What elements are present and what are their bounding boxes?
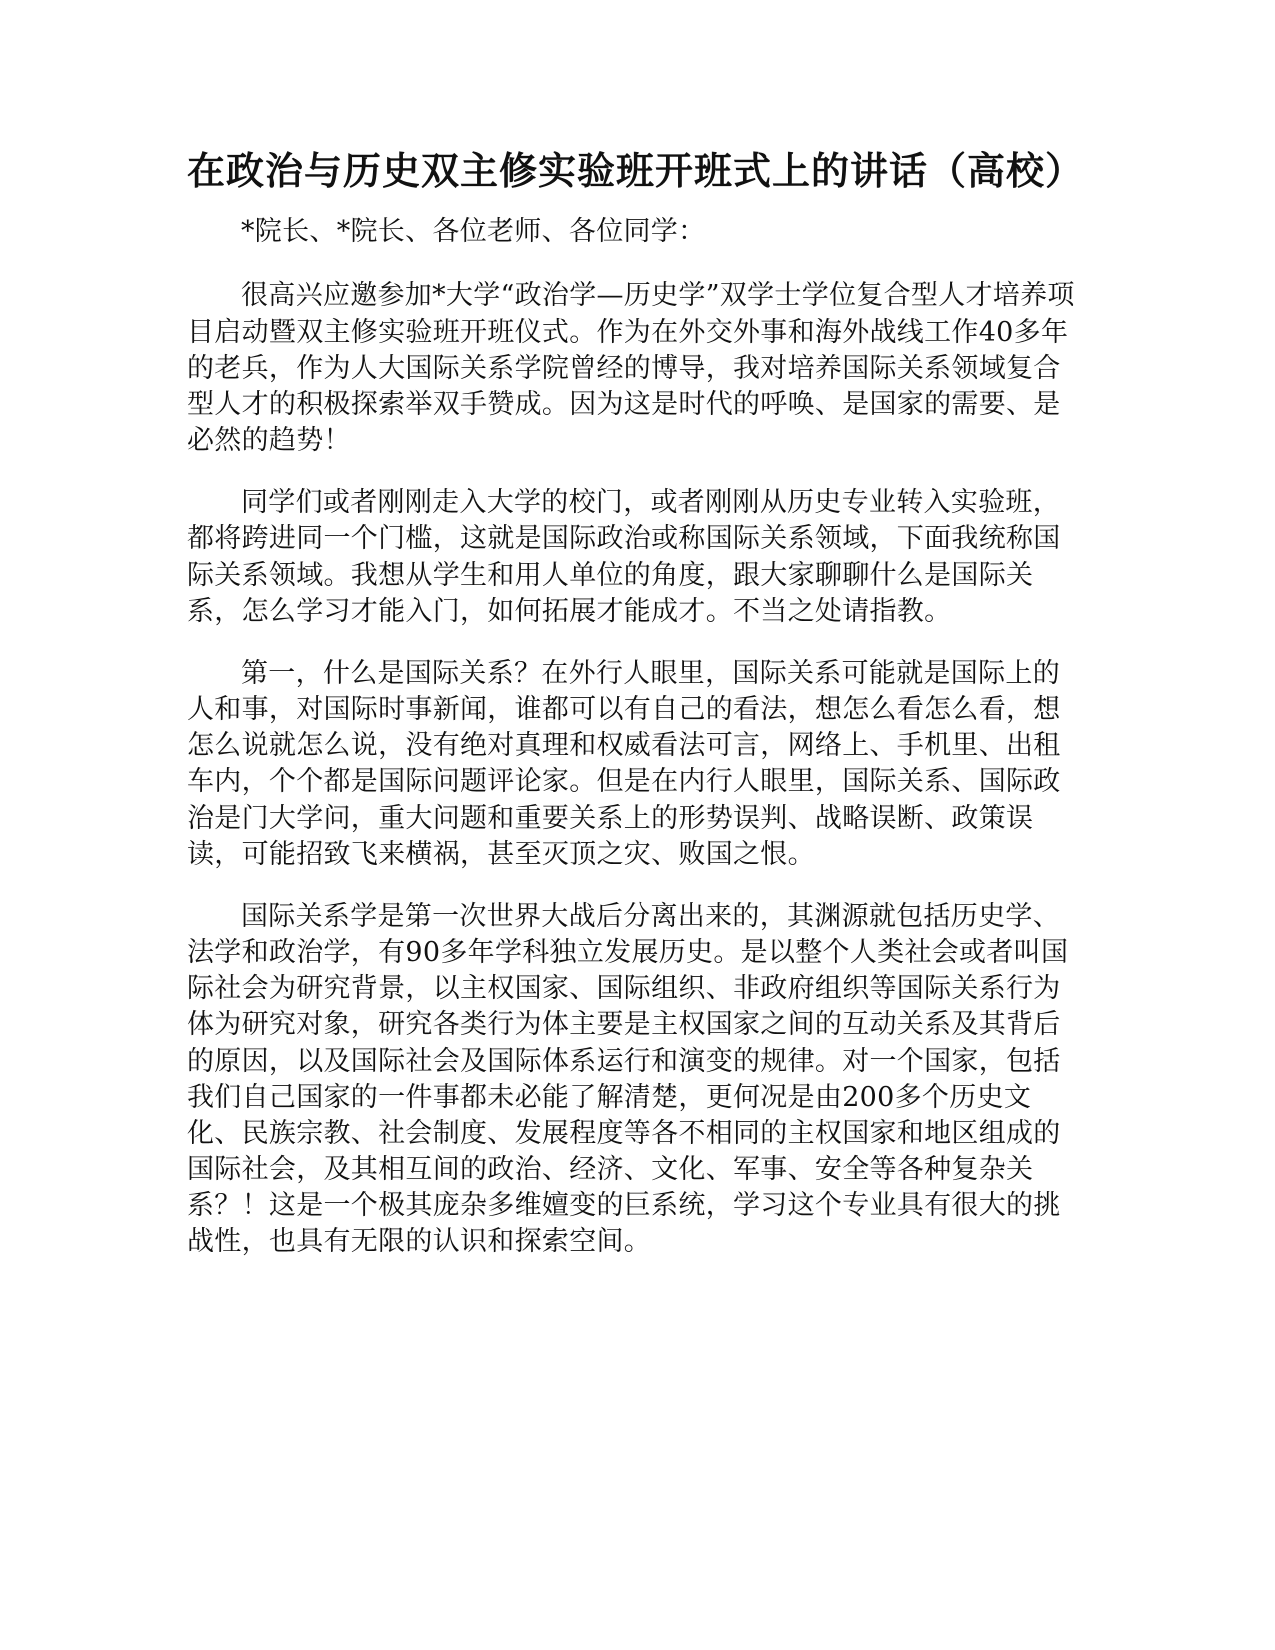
paragraph-2: 同学们或者刚刚走入大学的校门，或者刚刚从历史专业转入实验班，都将跨进同一个门槛，这就是国际政治或称国际关系领域，下面我统称国际关系领域。我想从学生和用人单位的角度，跟大家聊聊什么是国际关系，怎么学习才能入门，如何拓展才能成才。不当之处请指教。 [187, 487, 1061, 627]
salutation: *院长、*院长、各位老师、各位同学： [241, 216, 706, 248]
paragraph-1: 很高兴应邀参加*大学“政治学—历史学”双学士学位复合型人才培养项目启动暨双主修实验班开班仪式。作为在外交外事和海外战线工作40多年的老兵，作为人大国际关系学院曾经的博导，我对培养国际关系领域复合型人才的积极探索举双手赞成。因为这是时代的呼唤、是国家的需要、是必然的趋势！ [187, 280, 1075, 457]
document-title: 在政治与历史双主修实验班开班式上的讲话（高校） [187, 149, 1085, 193]
paragraph-3: 第一，什么是国际关系？在外行人眼里，国际关系可能就是国际上的人和事，对国际时事新闻，谁都可以有自己的看法，想怎么看怎么看，想怎么说就怎么说，没有绝对真理和权威看法可言，网络上、手机里、出租车内，个个都是国际问题评论家。但是在内行人眼里，国际关系、国际政治是门大学问，重大问题和重要关系上的形势误判、战略误断、政策误读，可能招致飞来横祸，甚至灭顶之灾、败国之恨。 [187, 657, 1061, 870]
document-body [187, 146, 1085, 1287]
paragraph-4: 国际关系学是第一次世界大战后分离出来的，其渊源就包括历史学、法学和政治学，有90多年学科独立发展历史。是以整个人类社会或者叫国际社会为研究背景，以主权国家、国际组织、非政府组织等国际关系行为体为研究对象，研究各类行为体主要是主权国家之间的互动关系及其背后的原因，以及国际社会及国际体系运行和演变的规律。对一个国家，包括我们自己国家的一件事都未必能了解清楚，更何况是由200多个历史文化、民族宗教、社会制度、发展程度等各不相同的主权国家和地区组成的国际社会，及其相互间的政治、经济、文化、军事、安全等各种复杂关系？！这是一个极其庞杂多维嬗变的巨系统，学习这个专业具有很大的挑战性，也具有无限的认识和探索空间。 [187, 900, 1069, 1258]
